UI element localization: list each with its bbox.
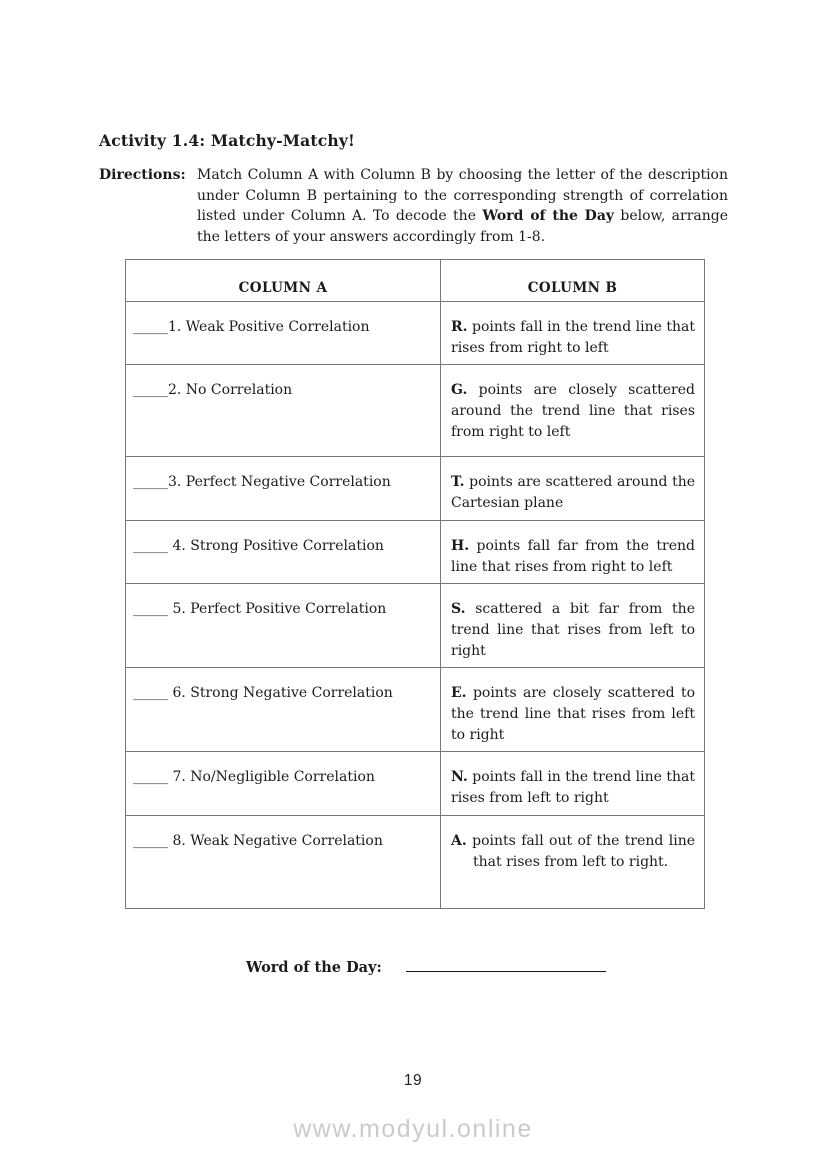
directions-text-part2: below, arrange the letters of your answers accordingly from 1-8. <box>197 208 729 246</box>
watermark-text: www.modyul.online <box>293 1115 533 1143</box>
column-b-item <box>441 668 705 752</box>
table-header-row <box>126 260 705 302</box>
column-a-header: COLUMN A <box>126 260 441 302</box>
column-a-item: _____ 7. No/Negligible Correlation <box>126 752 441 815</box>
table-row <box>126 302 705 365</box>
column-a-item: _____ 5. Perfect Positive Correlation <box>126 584 441 668</box>
directions-section <box>99 165 731 248</box>
table-row <box>126 815 705 908</box>
option-letter: A. <box>451 832 467 849</box>
option-text: points are closely scattered around the trend line that rises from right to left <box>451 382 695 440</box>
column-b-item <box>441 752 705 815</box>
column-a-item: _____2. No Correlation <box>126 365 441 457</box>
option-text: points fall far from the trend line that rises from right to left <box>451 537 695 575</box>
option-text: points fall in the trend line that rises from right to left <box>451 319 695 356</box>
option-letter: S. <box>451 601 466 618</box>
table-row <box>126 520 705 583</box>
option-letter: G. <box>451 382 468 399</box>
column-b-item <box>441 457 705 520</box>
directions-text-part1: Match Column A with Column B by choosing the letter of the description under Column B pertaining to the corresponding strength of correlation listed under Column A. To decode the <box>197 167 728 225</box>
option-letter: E. <box>451 685 467 702</box>
directions-text <box>197 165 728 248</box>
word-of-the-day-label: Word of the Day: <box>246 959 382 976</box>
column-a-item: _____ 6. Strong Negative Correlation <box>126 668 441 752</box>
option-text: points fall out of the trend line that rises from left to right. <box>472 832 695 870</box>
matching-table <box>125 259 705 909</box>
directions-bold-phrase: Word of the Day <box>482 208 615 225</box>
column-b-item <box>441 302 705 365</box>
column-a-item: _____3. Perfect Negative Correlation <box>126 457 441 520</box>
column-b-item <box>441 520 705 583</box>
option-letter: T. <box>451 474 465 491</box>
column-a-item: _____1. Weak Positive Correlation <box>126 302 441 365</box>
column-a-item: _____ 8. Weak Negative Correlation <box>126 815 441 908</box>
option-letter: N. <box>451 769 468 786</box>
option-letter: H. <box>451 537 470 554</box>
table-row <box>126 668 705 752</box>
option-letter: R. <box>451 319 468 335</box>
word-of-the-day-section <box>246 957 606 976</box>
option-text: points are scattered around the Cartesian plane <box>451 474 696 512</box>
table-row <box>126 365 705 457</box>
table-row <box>126 584 705 668</box>
column-b-header: COLUMN B <box>441 260 705 302</box>
option-text: points fall in the trend line that rises from left to right <box>451 769 695 807</box>
column-b-item <box>441 815 705 908</box>
column-a-item: _____ 4. Strong Positive Correlation <box>126 520 441 583</box>
page-number: 19 <box>403 1072 423 1089</box>
word-of-the-day-blank <box>406 957 606 972</box>
table-row <box>126 457 705 520</box>
option-text: scattered a bit far from the trend line that rises from left to right <box>451 601 695 659</box>
directions-label: Directions: <box>99 167 186 183</box>
table-row <box>126 752 705 815</box>
option-text: points are closely scattered to the trend line that rises from left to right <box>451 685 696 743</box>
column-b-item <box>441 365 705 457</box>
column-b-item <box>441 584 705 668</box>
activity-title: Activity 1.4: Matchy-Matchy! <box>99 131 356 150</box>
